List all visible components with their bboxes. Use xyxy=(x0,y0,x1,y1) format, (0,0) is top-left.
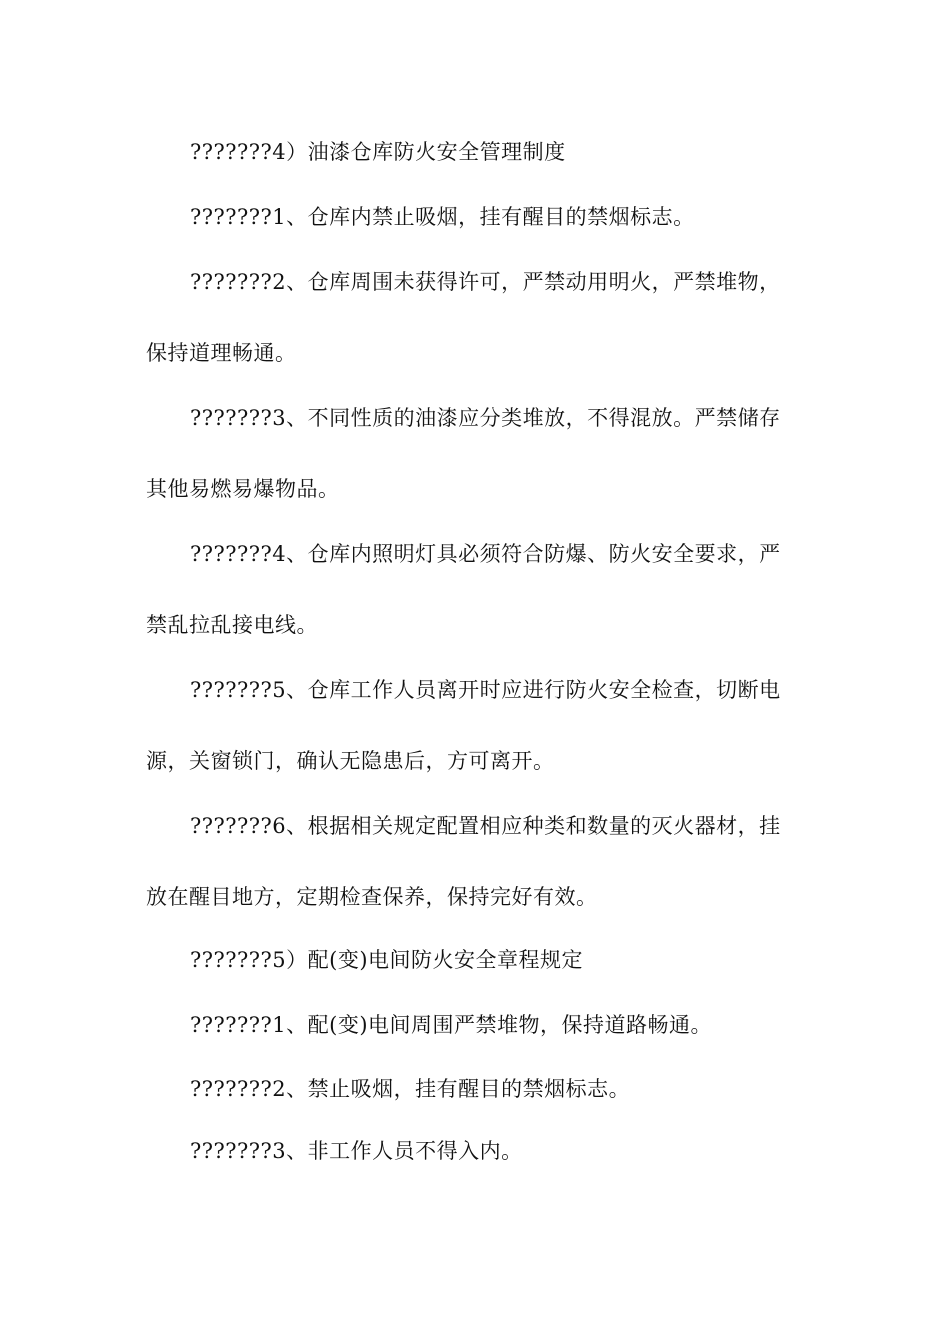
paragraph-line: ???????5、仓库工作人员离开时应进行防火安全检查，切断电 xyxy=(190,678,781,702)
paragraph-line: ???????3、不同性质的油漆应分类堆放，不得混放。严禁储存 xyxy=(190,406,781,430)
paragraph-line: ???????4、仓库内照明灯具必须符合防爆、防火安全要求，严 xyxy=(190,542,781,566)
paragraph-line: ???????6、根据相关规定配置相应种类和数量的灭火器材，挂 xyxy=(190,814,781,838)
paragraph-line-continued: 保持道理畅通。 xyxy=(146,341,297,365)
section-heading-paint-warehouse: ???????4）油漆仓库防火安全管理制度 xyxy=(190,140,566,164)
paragraph-line-continued: 放在醒目地方，定期检查保养，保持完好有效。 xyxy=(146,885,598,909)
paragraph-line: ???????2、仓库周围未获得许可，严禁动用明火，严禁堆物， xyxy=(190,270,781,294)
section-heading-substation: ???????5）配(变)电间防火安全章程规定 xyxy=(190,948,584,972)
paragraph-line: ???????2、禁止吸烟，挂有醒目的禁烟标志。 xyxy=(190,1077,631,1101)
paragraph-line-continued: 源，关窗锁门，确认无隐患后，方可离开。 xyxy=(146,749,555,773)
paragraph-line-continued: 其他易燃易爆物品。 xyxy=(146,477,340,501)
paragraph-line-continued: 禁乱拉乱接电线。 xyxy=(146,613,318,637)
paragraph-line: ???????1、仓库内禁止吸烟，挂有醒目的禁烟标志。 xyxy=(190,205,695,229)
paragraph-line: ???????1、配(变)电间周围严禁堆物，保持道路畅通。 xyxy=(190,1013,713,1037)
paragraph-line: ???????3、非工作人员不得入内。 xyxy=(190,1139,523,1163)
